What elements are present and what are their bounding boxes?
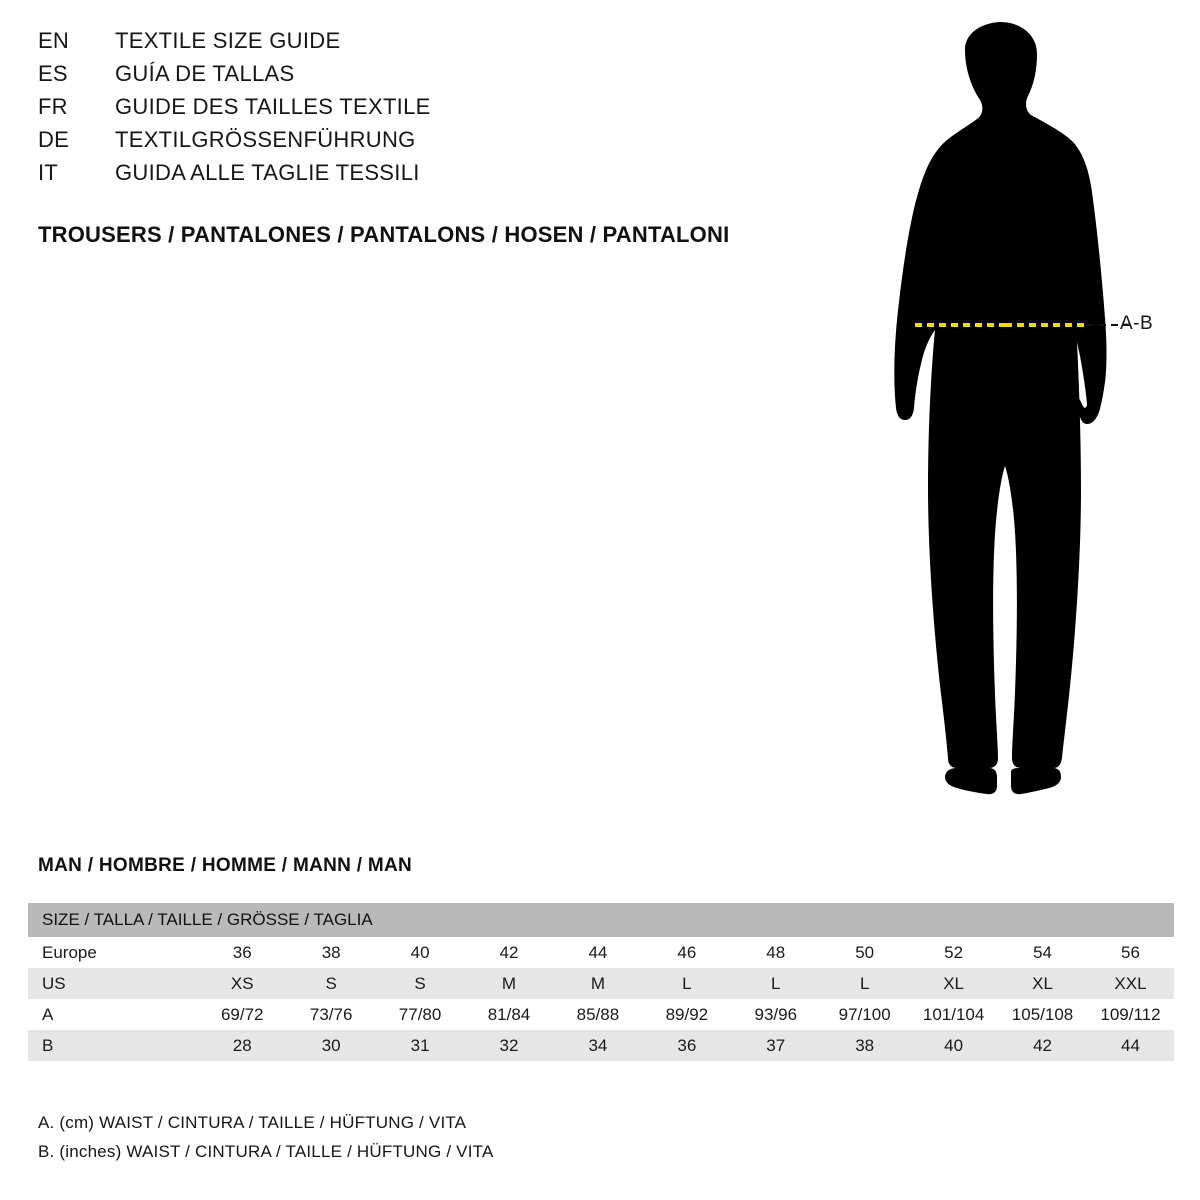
male-silhouette-figure xyxy=(815,20,1185,810)
table-cell: L xyxy=(642,968,731,999)
footnote-b: B. (inches) WAIST / CINTURA / TAILLE / HÜFTUNG / VITA xyxy=(38,1142,494,1161)
table-cell: 93/96 xyxy=(731,999,820,1030)
language-code: DE xyxy=(38,127,69,152)
table-cell: 77/80 xyxy=(376,999,465,1030)
table-cell: 81/84 xyxy=(465,999,554,1030)
table-cell: S xyxy=(376,968,465,999)
table-cell: XL xyxy=(998,968,1087,999)
table-cell: 101/104 xyxy=(909,999,998,1030)
table-cell: 73/76 xyxy=(287,999,376,1030)
language-code: EN xyxy=(38,28,69,53)
row-label: US xyxy=(28,968,198,999)
table-header-label: SIZE / TALLA / TAILLE / GRÖSSE / TAGLIA xyxy=(28,903,1174,937)
table-cell: 28 xyxy=(198,1030,287,1061)
language-row xyxy=(38,94,798,127)
table-cell: L xyxy=(731,968,820,999)
table-title: MAN / HOMBRE / HOMME / MANN / MAN xyxy=(38,855,413,876)
table-cell: 40 xyxy=(909,1030,998,1061)
table-cell: 36 xyxy=(642,1030,731,1061)
table-cell: 32 xyxy=(465,1030,554,1061)
table-cell: 40 xyxy=(376,937,465,968)
language-code: IT xyxy=(38,160,58,185)
footnotes xyxy=(38,1108,494,1166)
language-code: ES xyxy=(38,61,68,86)
table-cell: 105/108 xyxy=(998,999,1087,1030)
table-cell: 42 xyxy=(998,1030,1087,1061)
table-cell: 48 xyxy=(731,937,820,968)
language-text: GUIDA ALLE TAGLIE TESSILI xyxy=(115,160,420,185)
row-label: Europe xyxy=(28,937,198,968)
table-cell: 38 xyxy=(820,1030,909,1061)
footnote-a: A. (cm) WAIST / CINTURA / TAILLE / HÜFTUNG / VITA xyxy=(38,1113,467,1132)
table-row xyxy=(28,999,1174,1030)
language-row xyxy=(38,61,798,94)
table-cell: XXL xyxy=(1087,968,1174,999)
language-text: TEXTILE SIZE GUIDE xyxy=(115,28,341,53)
language-row xyxy=(38,160,798,193)
language-row xyxy=(38,28,798,61)
garment-type-line: TROUSERS / PANTALONES / PANTALONS / HOSEN / PANTALONI xyxy=(38,222,730,247)
row-label: B xyxy=(28,1030,198,1061)
table-cell: M xyxy=(553,968,642,999)
language-list xyxy=(38,28,798,193)
row-label: A xyxy=(28,999,198,1030)
table-row xyxy=(28,968,1174,999)
table-header-row xyxy=(28,903,1174,937)
table-cell: 44 xyxy=(1087,1030,1174,1061)
table-cell: 56 xyxy=(1087,937,1174,968)
table-cell: 42 xyxy=(465,937,554,968)
table-row xyxy=(28,1030,1174,1061)
table-cell: S xyxy=(287,968,376,999)
table-cell: 38 xyxy=(287,937,376,968)
table-row xyxy=(28,937,1174,968)
table-cell: 52 xyxy=(909,937,998,968)
table-cell: 31 xyxy=(376,1030,465,1061)
table-cell: 69/72 xyxy=(198,999,287,1030)
table-cell: 46 xyxy=(642,937,731,968)
table-cell: 44 xyxy=(553,937,642,968)
table-cell: XS xyxy=(198,968,287,999)
table-cell: 50 xyxy=(820,937,909,968)
table-cell: 54 xyxy=(998,937,1087,968)
table-cell: XL xyxy=(909,968,998,999)
measure-label-ab: A-B xyxy=(1120,313,1154,334)
language-text: GUÍA DE TALLAS xyxy=(115,61,295,86)
table-cell: 30 xyxy=(287,1030,376,1061)
language-text: GUIDE DES TAILLES TEXTILE xyxy=(115,94,431,119)
table-cell: 109/112 xyxy=(1087,999,1174,1030)
table-cell: 37 xyxy=(731,1030,820,1061)
size-table xyxy=(28,903,1174,1061)
table-cell: 97/100 xyxy=(820,999,909,1030)
silhouette-icon xyxy=(815,20,1185,810)
table-cell: 85/88 xyxy=(553,999,642,1030)
language-code: FR xyxy=(38,94,68,119)
table-cell: M xyxy=(465,968,554,999)
language-row xyxy=(38,127,798,160)
table-cell: L xyxy=(820,968,909,999)
table-cell: 34 xyxy=(553,1030,642,1061)
table-cell: 89/92 xyxy=(642,999,731,1030)
table-cell: 36 xyxy=(198,937,287,968)
language-text: TEXTILGRÖSSENFÜHRUNG xyxy=(115,127,416,152)
